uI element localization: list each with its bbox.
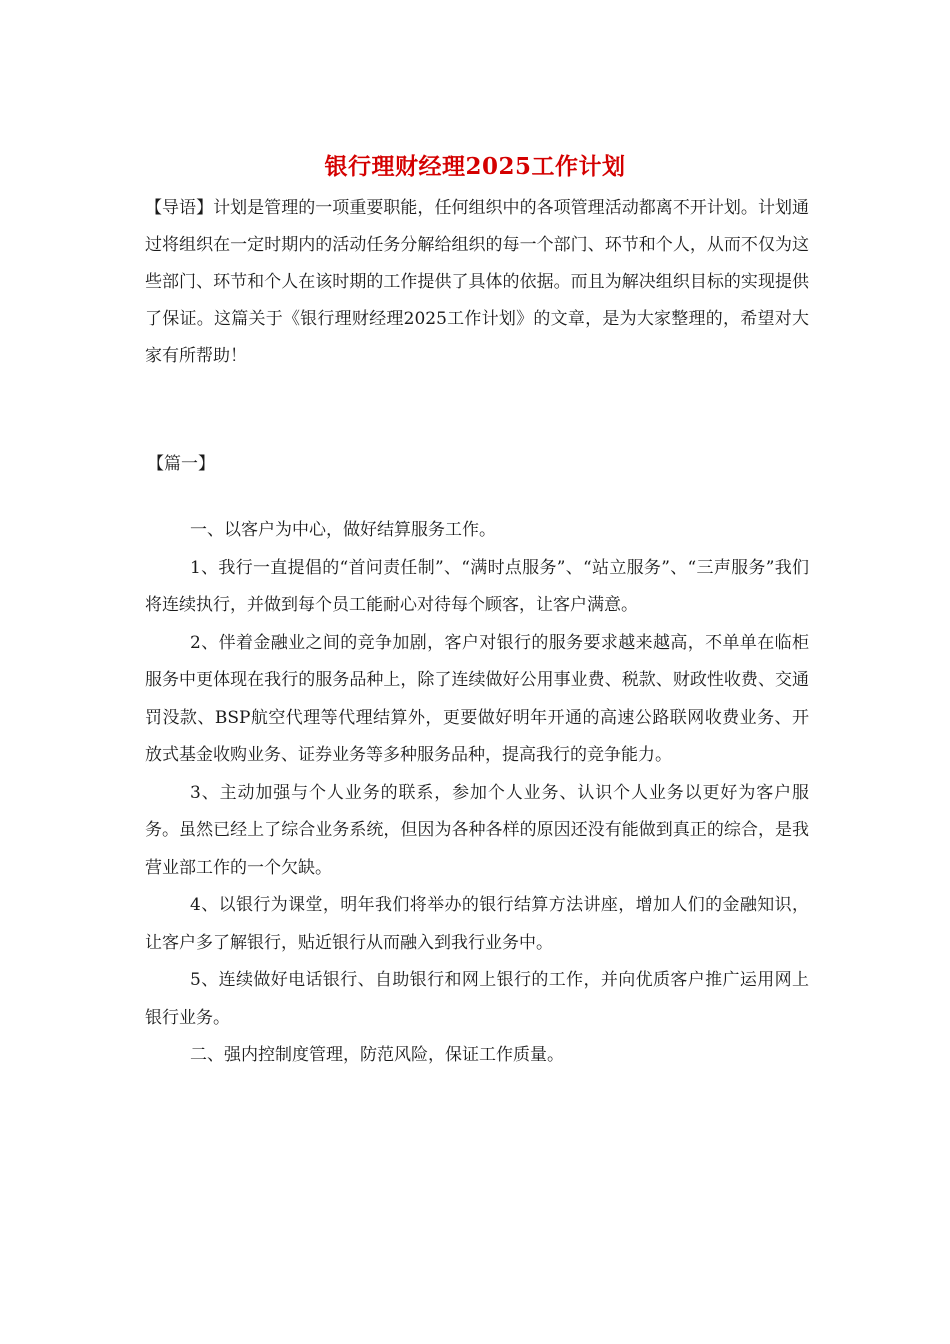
document-body [145,512,809,1075]
document-title: 银行理财经理2025工作计划 [324,153,626,180]
heading-paragraph-1: 一、以客户为中心，做好结算服务工作。 [190,520,496,540]
heading-paragraph-2: 二、强内控制度管理，防范风险，保证工作质量。 [190,1045,564,1065]
body-paragraph-5: 5、连续做好电话银行、自助银行和网上银行的工作，并向优质客户推广运用网上银行业务。 [145,970,809,1028]
intro-paragraph: 【导语】计划是管理的一项重要职能，任何组织中的各项管理活动都离不开计划。计划通过将组织在一定时期内的活动任务分解给组织的每一个部门、环节和个人，从而不仅为这些部门、环节和个人在该时期的工作提供了具体的依据。而且为解决组织目标的实现提供了保证。这篇关于《银行理财经理2025工作计划》的文章，是为大家整理的，希望对大家有所帮助！ [145,198,809,366]
body-paragraph-3: 3、主动加强与个人业务的联系，参加个人业务、认识个人业务以更好为客户服务。虽然已经上了综合业务系统，但因为各种各样的原因还没有能做到真正的综合，是我营业部工作的一个欠缺。 [145,782,809,878]
body-paragraph-1: 1、我行一直提倡的“首问责任制”、“满时点服务”、“站立服务”、“三声服务”我们将连续执行，并做到每个员工能耐心对待每个顾客，让客户满意。 [145,557,809,615]
body-paragraph-2: 2、伴着金融业之间的竞争加剧，客户对银行的服务要求越来越高，不单单在临柜服务中更体现在我行的服务品种上，除了连续做好公用事业费、税款、财政性收费、交通罚没款、BSP航空代理等代理结算外，更要做好明年开通的高速公路联网收费业务、开放式基金收购业务、证券业务等多种服务品种，提高我行的竞争能力。 [145,632,809,765]
section-label: 【篇一】 [147,454,215,474]
body-paragraph-4: 4、以银行为课堂，明年我们将举办的银行结算方法讲座，增加人们的金融知识，让客户多了解银行，贴近银行从而融入到我行业务中。 [145,895,809,953]
